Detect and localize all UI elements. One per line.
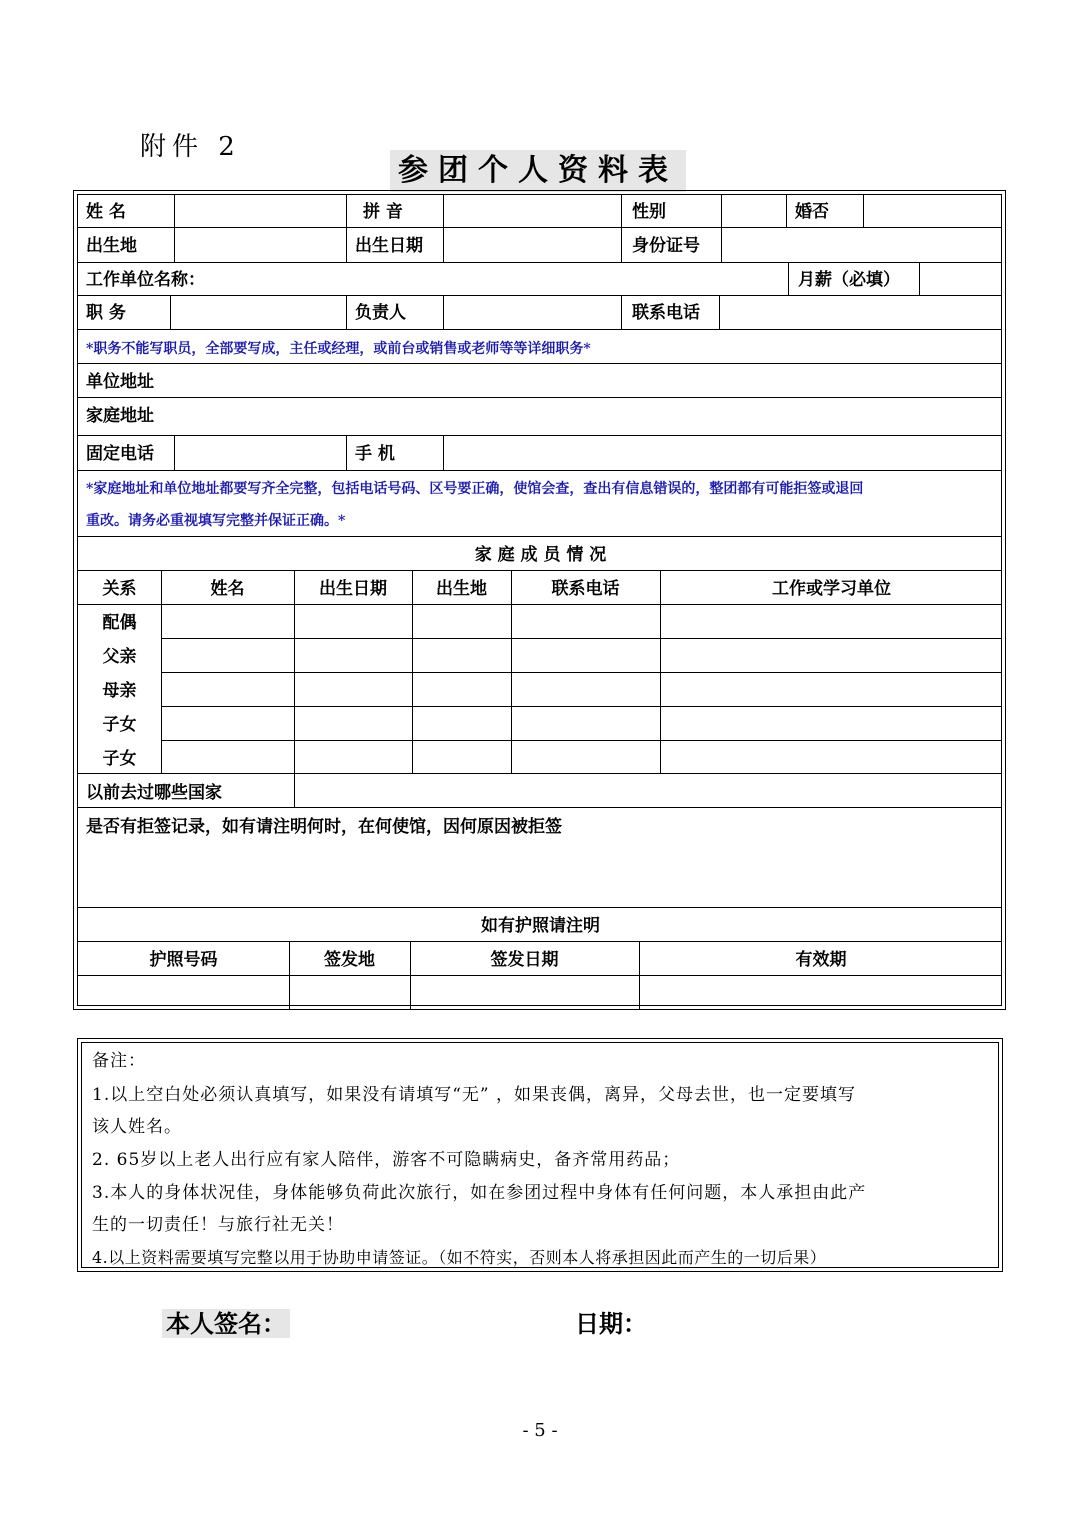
date-label: 日期：	[575, 1309, 647, 1338]
family-row-child-1: 子女	[102, 715, 137, 735]
phone-label: 联系电话	[632, 303, 700, 323]
family-header-workplace: 工作或学习单位	[772, 579, 891, 599]
birthplace-label: 出生地	[86, 236, 137, 256]
gender-label: 性别	[632, 202, 666, 222]
home-address-label: 家庭地址	[86, 406, 154, 426]
employer-label: 工作单位名称：	[86, 270, 205, 290]
address-note-line2: 重改。请务必重视填写完整并保证正确。*	[86, 513, 346, 529]
passport-section-title: 如有护照请注明	[481, 916, 600, 936]
family-row-child-2: 子女	[102, 749, 137, 769]
family-row-mother: 母亲	[102, 681, 137, 701]
visited-countries-label: 以前去过哪些国家	[86, 783, 222, 803]
landline-label: 固定电话	[86, 444, 154, 464]
salary-field[interactable]	[922, 265, 1000, 293]
family-header-birthplace: 出生地	[436, 579, 487, 599]
remarks-line-5: 生的一切责任！与旅行社无关！	[92, 1215, 344, 1235]
birthdate-field[interactable]	[446, 231, 618, 259]
work-address-label: 单位地址	[86, 372, 154, 392]
remarks-line-4: 3.本人的身体状况佳，身体能够负荷此次旅行，如在参团过程中身体有任何问题，本人承担由此产	[92, 1183, 867, 1203]
form-title: 参团个人资料表	[390, 150, 686, 192]
remarks-line-2: 该人姓名。	[92, 1117, 182, 1137]
info-form-table	[73, 190, 1006, 1010]
page-number: - 5 -	[522, 1420, 558, 1441]
family-row-father: 父亲	[102, 647, 137, 667]
mobile-label: 手 机	[355, 444, 395, 464]
remarks-line-6: 4.以上资料需要填写完整以用于协助申请签证。（如不符实，否则本人将承担因此而产生的一切后果）	[92, 1248, 827, 1267]
visa-refusal-label: 是否有拒签记录，如有请注明何时，在何使馆，因何原因被拒签	[86, 817, 562, 837]
family-header-name: 姓名	[210, 579, 245, 599]
position-field[interactable]	[173, 299, 343, 327]
phone-field[interactable]	[722, 299, 998, 327]
remarks-label: 备注：	[92, 1051, 146, 1071]
passport-header-issue-date: 签发日期	[490, 950, 559, 970]
landline-field[interactable]	[177, 439, 343, 467]
position-label: 职 务	[86, 303, 126, 323]
remarks-line-1: 1.以上空白处必须认真填写，如果没有请填写“无” ，如果丧偶，离异，父母去世，也一定要填写	[92, 1085, 857, 1105]
passport-header-number: 护照号码	[149, 950, 218, 970]
marital-label: 婚否	[795, 202, 829, 222]
family-section-title: 家 庭 成 员 情 况	[474, 545, 607, 565]
mobile-field[interactable]	[446, 439, 996, 467]
address-note-line1: *家庭地址和单位地址都要写齐全完整，包括电话号码、区号要正确，使馆会查，查出有信息错误的，整团都有可能拒签或退回	[86, 481, 864, 497]
idnumber-field[interactable]	[724, 231, 994, 259]
supervisor-field[interactable]	[446, 299, 618, 327]
pinyin-label: 拼 音	[363, 202, 403, 222]
family-row-spouse: 配偶	[102, 613, 137, 633]
family-header-birthdate: 出生日期	[319, 579, 387, 599]
attachment-label: 附件 2	[140, 132, 241, 162]
remarks-box	[77, 1038, 1003, 1272]
remarks-line-3: 2. 65岁以上老人出行应有家人陪伴，游客不可隐瞒病史，备齐常用药品；	[92, 1150, 681, 1170]
family-header-relation: 关系	[102, 579, 137, 599]
visited-countries-field[interactable]	[297, 777, 997, 805]
birthplace-field[interactable]	[177, 231, 343, 259]
family-header-phone: 联系电话	[551, 579, 620, 599]
gender-field[interactable]	[724, 199, 784, 225]
birthdate-label: 出生日期	[355, 236, 423, 256]
signature-label: 本人签名：	[162, 1309, 290, 1338]
pinyin-field[interactable]	[446, 199, 618, 225]
salary-label: 月薪（必填）	[798, 270, 900, 290]
marital-field[interactable]	[866, 199, 996, 225]
position-note: *职务不能写职员，全部要写成，主任或经理，或前台或销售或老师等等详细职务*	[86, 341, 591, 357]
name-label: 姓 名	[86, 202, 126, 222]
name-field[interactable]	[186, 199, 344, 225]
passport-header-expiry: 有效期	[795, 950, 847, 970]
passport-header-issue-place: 签发地	[324, 950, 375, 970]
supervisor-label: 负责人	[355, 303, 406, 323]
idnumber-label: 身份证号	[632, 236, 700, 256]
